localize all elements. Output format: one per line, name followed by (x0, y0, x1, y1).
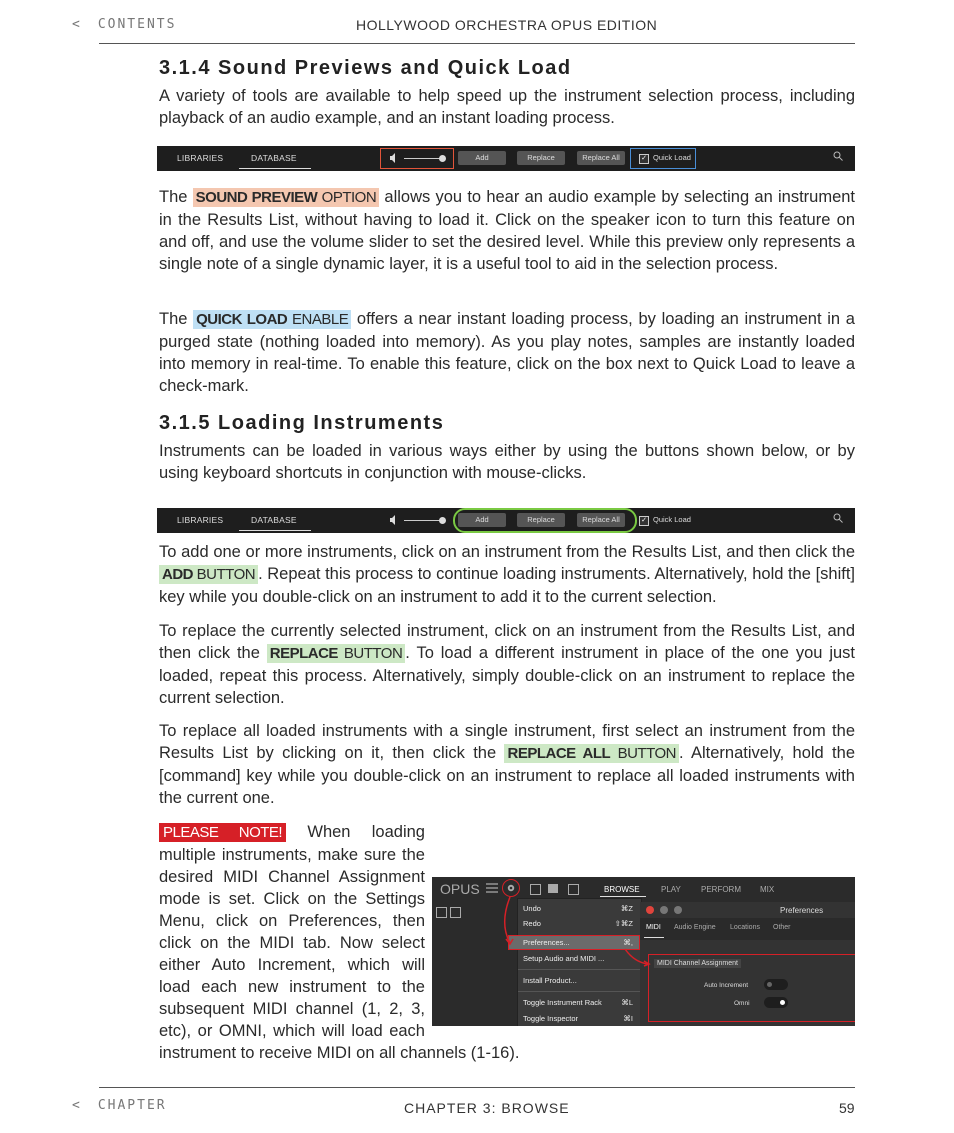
speaker-icon[interactable] (389, 153, 399, 163)
midi-section-label: MIDI Channel Assignment (654, 959, 741, 968)
volume-slider-knob[interactable] (439, 517, 446, 524)
settings-menu-screenshot (432, 877, 855, 1026)
text: To replace the currently selected instrument, click on an instrument from the Results List, and then click the (159, 622, 855, 662)
replace-all-button[interactable]: Replace All (577, 513, 625, 527)
shortcut: ⌘, (623, 938, 633, 947)
label: Toggle Inspector (523, 1014, 579, 1023)
tag-rest: BUTTON (610, 745, 676, 762)
opus-logo: OPUS (440, 881, 480, 897)
section-heading-loading-instruments: 3.1.5 Loading Instruments (159, 412, 445, 434)
label: Redo (523, 919, 541, 928)
browser-toolbar-preview (157, 146, 855, 171)
label: Preferences... (523, 938, 570, 947)
volume-slider[interactable] (404, 158, 442, 159)
section1-intro: A variety of tools are available to help speed up the instrument selection process, including playback of an audio example, and an instant loading process. (159, 87, 855, 127)
section2-intro: Instruments can be loaded in various ways either by using the buttons shown below, or by using keyboard shortcuts in conjunction with mouse-clicks. (159, 442, 855, 482)
add-button[interactable]: Add (458, 151, 506, 165)
text: . Repeat this process to continue loading instruments. Alternatively, hold the [shift] key while you double-click on an instrument to add it to the current selection. (159, 565, 855, 606)
tab-database[interactable]: DATABASE (251, 153, 297, 163)
tab-libraries[interactable]: LIBRARIES (177, 153, 224, 163)
nav-mix[interactable]: MIX (760, 885, 775, 894)
red-arrows (432, 877, 855, 1026)
tab-database[interactable]: DATABASE (251, 515, 297, 525)
tab-libraries[interactable]: LIBRARIES (177, 515, 224, 525)
replace-all-paragraph (159, 720, 855, 809)
chapter-link[interactable] (72, 1098, 167, 1113)
text: The (159, 310, 194, 328)
contents-link[interactable] (72, 17, 176, 32)
text: To replace all loaded instruments with a single instrument, first select an instrument from the Results List by clicking on it, then click the (159, 722, 855, 762)
quick-load-label: Quick Load (653, 153, 691, 162)
tag-rest: ENABLE (287, 311, 349, 328)
add-button-tag (159, 565, 258, 584)
sound-preview-tag (193, 188, 380, 207)
tag-rest: BUTTON (193, 566, 256, 583)
quick-load-checkbox[interactable]: ✓ (639, 154, 649, 164)
shortcut: ⌘Z (620, 904, 633, 913)
speaker-icon[interactable] (389, 515, 399, 525)
tag-bold: REPLACE (269, 645, 338, 662)
please-note-tag: PLEASE NOTE! (159, 823, 286, 842)
nav-perform[interactable]: PERFORM (701, 885, 741, 894)
tag-bold: REPLACE ALL (507, 745, 611, 762)
tag-rest: BUTTON (337, 645, 403, 662)
shortcut: ⇧⌘Z (614, 919, 633, 928)
volume-slider[interactable] (404, 520, 442, 521)
replace-button[interactable]: Replace (517, 513, 565, 527)
quick-load-label: Quick Load (653, 515, 691, 524)
browser-toolbar-loading (157, 508, 855, 533)
label: Setup Audio and MIDI ... (523, 954, 605, 963)
back-arrow-icon: < (72, 1098, 82, 1113)
tag-rest: OPTION (317, 189, 377, 206)
header-divider (99, 43, 855, 44)
search-icon[interactable] (833, 151, 843, 161)
nav-browse[interactable]: BROWSE (604, 885, 640, 894)
quick-load-paragraph (159, 308, 855, 397)
replace-button[interactable]: Replace (517, 151, 565, 165)
sound-preview-paragraph (159, 186, 855, 275)
text: . To load a different instrument in place of the one you just loaded, repeat this process. Alternatively, simply double-click on an instrument to replace the current selection. (159, 644, 855, 707)
tag-bold: ADD (162, 566, 193, 583)
replace-button-tag (267, 644, 406, 663)
tab-audio-engine[interactable]: Audio Engine (674, 924, 716, 931)
shortcut: ⌘L (621, 998, 633, 1007)
tab-locations[interactable]: Locations (730, 924, 760, 931)
back-arrow-icon: < (72, 17, 82, 32)
label: Undo (523, 904, 541, 913)
omni-label: Omni (734, 1000, 750, 1007)
shortcut: ⌘I (623, 1014, 633, 1023)
add-button[interactable]: Add (458, 513, 506, 527)
text: offers a near instant loading process, by loading an instrument in a purged state (nothing loaded into memory). As you play notes, samples are instantly loaded into memory in real-time. To enable this feature, click on the box next to Quick Load to leave a check-mark. (159, 310, 855, 395)
tag-bold: QUICK LOAD (196, 311, 288, 328)
auto-increment-label: Auto Increment (704, 982, 749, 989)
quick-load-checkbox[interactable]: ✓ (639, 516, 649, 526)
document-title: HOLLYWOOD ORCHESTRA OPUS EDITION (356, 17, 658, 33)
footer-divider (99, 1087, 855, 1088)
label: Toggle Instrument Rack (523, 998, 602, 1007)
search-icon[interactable] (833, 513, 843, 523)
contents-label: CONTENTS (97, 17, 177, 32)
replace-paragraph (159, 620, 855, 709)
text: To add one or more instruments, click on an instrument from the Results List, and then click the (159, 543, 855, 561)
add-paragraph (159, 541, 855, 608)
chapter-title: CHAPTER 3: BROWSE (404, 1100, 570, 1116)
tag-bold: SOUND PREVIEW (195, 189, 318, 206)
replace-all-button[interactable]: Replace All (577, 151, 625, 165)
page-number: 59 (839, 1100, 855, 1116)
replace-all-button-tag (504, 744, 679, 763)
nav-play[interactable]: PLAY (661, 885, 681, 894)
tab-midi[interactable]: MIDI (646, 924, 661, 931)
text: When loading multiple instruments, make sure the desired MIDI Channel Assignment mode is set. Click on the Settings Menu, click on Preferences, then click on the MIDI tab. Now select either Auto Increment, which will load each new instrument to the subsequent MIDI channel (1, 2, 3, etc), or OMNI, which will load each instrument to receive MIDI on all channels (1-16). (159, 823, 520, 1062)
text: . Alternatively, hold the [command] key while you double-click on an instrument to replace all loaded instruments with the current one. (159, 744, 855, 807)
tab-other[interactable]: Other (773, 924, 791, 931)
chapter-label: CHAPTER (97, 1098, 167, 1113)
volume-slider-knob[interactable] (439, 155, 446, 162)
text: allows you to hear an audio example by selecting an instrument in the Results List, without having to load it. Click on the speaker icon to turn this feature on and off, and use the volume slider to set the desired level. While this preview only represents a single note of a single dynamic layer, it is a useful tool to aid in the selection process. (159, 188, 856, 273)
text: The (159, 188, 193, 206)
label: Install Product... (523, 976, 577, 985)
preferences-title: Preferences (780, 906, 824, 915)
quick-load-tag (193, 310, 351, 329)
section-heading-sound-previews: 3.1.4 Sound Previews and Quick Load (159, 57, 572, 79)
